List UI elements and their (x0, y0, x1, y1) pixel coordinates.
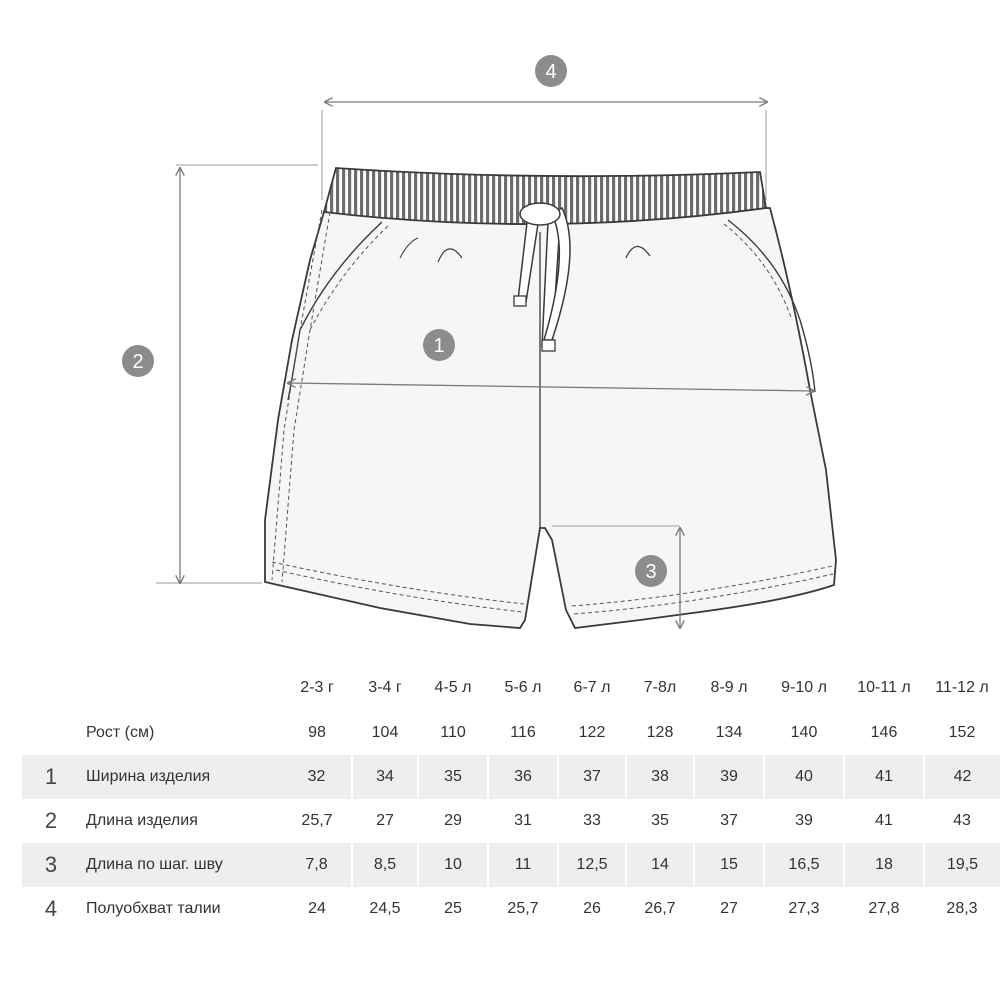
value-cell: 10 (418, 843, 488, 887)
size-cell: 8-9 л (710, 679, 748, 696)
value-cell: 28,3 (946, 900, 978, 917)
measurement-row-waist (22, 887, 1000, 931)
measurement-row-length (22, 799, 1000, 843)
value-cell: 16,5 (764, 843, 844, 887)
value-cell: 25,7 (301, 812, 333, 829)
value-cell: 33 (583, 812, 601, 829)
value-cell: 35 (651, 812, 669, 829)
value-cell: 39 (694, 755, 764, 799)
row-number: 3 (22, 843, 80, 887)
value-cell: 27,3 (788, 900, 820, 917)
height-cell: 140 (790, 724, 818, 741)
value-cell: 26 (583, 900, 601, 917)
value-cell: 27 (720, 900, 738, 917)
svg-text:2: 2 (132, 351, 144, 373)
value-cell: 27 (376, 812, 394, 829)
size-cell: 10-11 л (857, 679, 911, 696)
size-cell: 3-4 г (368, 679, 402, 696)
value-cell: 18 (844, 843, 924, 887)
height-cell: 98 (308, 724, 326, 741)
value-cell: 43 (953, 812, 971, 829)
value-cell: 25 (444, 900, 462, 917)
row-number: 1 (22, 755, 80, 799)
value-cell: 37 (720, 812, 738, 829)
value-cell: 31 (514, 812, 532, 829)
value-cell: 8,5 (352, 843, 418, 887)
value-cell: 37 (558, 755, 626, 799)
value-cell: 15 (694, 843, 764, 887)
value-cell: 34 (352, 755, 418, 799)
height-cell: 110 (440, 724, 466, 741)
marker-1 (423, 329, 455, 361)
svg-text:4: 4 (545, 61, 557, 83)
value-cell: 29 (444, 812, 462, 829)
height-cell: 146 (870, 724, 898, 741)
value-cell: 32 (282, 755, 352, 799)
measurement-row-inseam (22, 843, 1000, 887)
value-cell: 36 (488, 755, 558, 799)
height-row (22, 711, 1000, 755)
row-label: Полуобхват талии (86, 900, 221, 917)
height-cell: 104 (371, 724, 399, 741)
row-label: Длина по шаг. шву (80, 843, 282, 887)
height-cell: 128 (646, 724, 674, 741)
value-cell: 19,5 (924, 843, 1000, 887)
value-cell: 40 (764, 755, 844, 799)
size-cell: 9-10 л (781, 679, 827, 696)
size-cell: 5-6 л (504, 679, 542, 696)
row-label: Ширина изделия (80, 755, 282, 799)
marker-4 (535, 55, 567, 87)
value-cell: 41 (875, 812, 893, 829)
height-cell: 122 (578, 724, 606, 741)
size-cell: 6-7 л (573, 679, 611, 696)
svg-text:1: 1 (433, 335, 445, 357)
value-cell: 24,5 (369, 900, 401, 917)
row-number: 4 (44, 896, 58, 921)
value-cell: 24 (308, 900, 326, 917)
value-cell: 41 (844, 755, 924, 799)
size-cell: 11-12 л (935, 679, 989, 696)
value-cell: 42 (924, 755, 1000, 799)
marker-3 (635, 555, 667, 587)
value-cell: 7,8 (282, 843, 352, 887)
value-cell: 25,7 (507, 900, 539, 917)
size-cell: 4-5 л (434, 679, 472, 696)
size-cell: 7-8л (643, 679, 677, 696)
sizes-header-row (22, 665, 1000, 711)
value-cell: 38 (626, 755, 694, 799)
value-cell: 14 (626, 843, 694, 887)
size-table (22, 665, 1000, 931)
height-label: Рост (см) (86, 724, 155, 741)
marker-2 (122, 345, 154, 377)
value-cell: 26,7 (644, 900, 676, 917)
measurement-row-width (22, 755, 1000, 799)
value-cell: 12,5 (558, 843, 626, 887)
height-cell: 134 (715, 724, 743, 741)
height-cell: 116 (510, 724, 536, 741)
size-cell: 2-3 г (300, 679, 334, 696)
value-cell: 11 (488, 843, 558, 887)
svg-text:3: 3 (645, 561, 657, 583)
value-cell: 35 (418, 755, 488, 799)
height-cell: 152 (948, 724, 976, 741)
row-number: 2 (44, 808, 58, 833)
value-cell: 27,8 (868, 900, 900, 917)
row-label: Длина изделия (86, 812, 198, 829)
value-cell: 39 (795, 812, 813, 829)
